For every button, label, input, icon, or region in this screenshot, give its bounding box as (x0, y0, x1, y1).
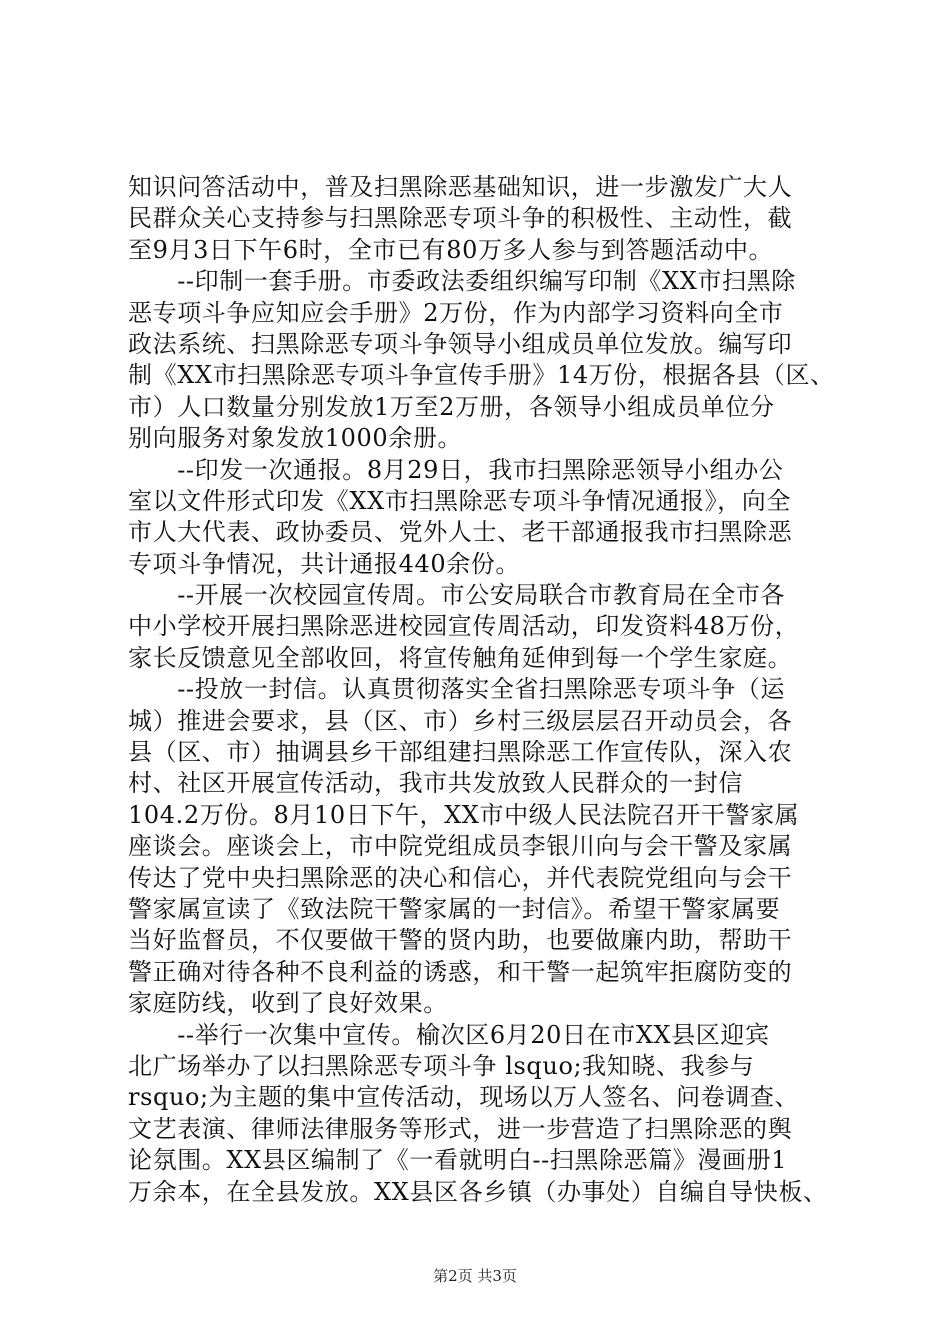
text-line: 村、社区开展宣传活动，我市共发放致人民群众的一封信 (128, 769, 743, 798)
text-line: 座谈会。座谈会上，市中院党组成员李银川向与会干警及家属 (128, 832, 793, 861)
text-line: 家长反馈意见全部收回，将宣传触角延伸到每一个学生家庭。 (128, 643, 793, 672)
text-line: 文艺表演、律师法律服务等形式，进一步营造了扫黑除恶的舆 (128, 1114, 793, 1143)
text-line: 政法系统、扫黑除恶专项斗争领导小组成员单位发放。编写印 (128, 329, 793, 358)
text-line: 城）推进会要求，县（区、市）乡村三级层层召开动员会，各 (128, 706, 793, 735)
text-line: 制《XX市扫黑除恶专项斗争宣传手册》14万份，根据各县（区、 (128, 361, 835, 390)
text-line: 别向服务对象发放1000余册。 (128, 424, 463, 453)
text-line: 104.2万份。8月10日下午，XX市中级人民法院召开干警家属 (128, 800, 800, 829)
text-line: --印制一套手册。市委政法委组织编写印制《XX市扫黑除 (128, 267, 796, 296)
text-line: --举行一次集中宣传。榆次区6月20日在市XX县区迎宾 (128, 1020, 770, 1049)
text-line: --开展一次校园宣传周。市公安局联合市教育局在全市各 (128, 581, 786, 610)
text-line: 论氛围。XX县区编制了《一看就明白--扫黑除恶篇》漫画册1 (128, 1146, 788, 1175)
text-line: 市人大代表、政协委员、党外人士、老干部通报我市扫黑除恶 (128, 518, 793, 547)
text-line: 恶专项斗争应知应会手册》2万份，作为内部学习资料向全市 (128, 298, 784, 327)
text-line: 市）人口数量分别发放1万至2万册，各领导小组成员单位分 (128, 392, 775, 421)
text-line: 县（区、市）抽调县乡干部组建扫黑除恶工作宣传队，深入农 (128, 738, 793, 767)
text-line: rsquo;为主题的集中宣传活动，现场以万人签名、问卷调查、 (128, 1083, 800, 1112)
text-line: 中小学校开展扫黑除恶进校园宣传周活动，印发资料48万份， (128, 612, 800, 641)
page-footer (0, 1265, 950, 1286)
page-number: 第2页 共3页 (433, 1267, 517, 1285)
text-line: 知识问答活动中，普及扫黑除恶基础知识，进一步激发广大人 (128, 173, 793, 201)
text-line: 传达了党中央扫黑除恶的决心和信心，并代表院党组向与会干 (128, 863, 793, 892)
text-line: 室以文件形式印发《XX市扫黑除恶专项斗争情况通报》，向全 (128, 486, 791, 515)
text-line: 北广场举办了以扫黑除恶专项斗争 lsquo;我知晓、我参与 (128, 1051, 755, 1080)
text-line: --投放一封信。认真贯彻落实全省扫黑除恶专项斗争（运 (128, 675, 786, 704)
text-line: 当好监督员，不仅要做干警的贤内助，也要做廉内助，帮助干 (128, 926, 793, 955)
text-line: 专项斗争情况，共计通报440余份。 (128, 549, 521, 578)
text-line: 警正确对待各种不良利益的诱惑，和干警一起筑牢拒腐防变的 (128, 957, 793, 986)
text-line: --印发一次通报。8月29日，我市扫黑除恶领导小组办公 (128, 455, 784, 484)
text-line: 警家属宣读了《致法院干警家属的一封信》。希望干警家属要 (128, 894, 781, 923)
text-line: 至9月3日下午6时，全市已有80万多人参与到答题活动中。 (128, 235, 774, 264)
text-line: 家庭防线，收到了良好效果。 (128, 989, 448, 1018)
text-line: 万余本，在全县发放。XX县区各乡镇（办事处）自编自导快板、 (128, 1177, 828, 1206)
text-line: 民群众关心支持参与扫黑除恶专项斗争的积极性、主动性，截 (128, 204, 793, 233)
body-text (128, 172, 840, 1208)
